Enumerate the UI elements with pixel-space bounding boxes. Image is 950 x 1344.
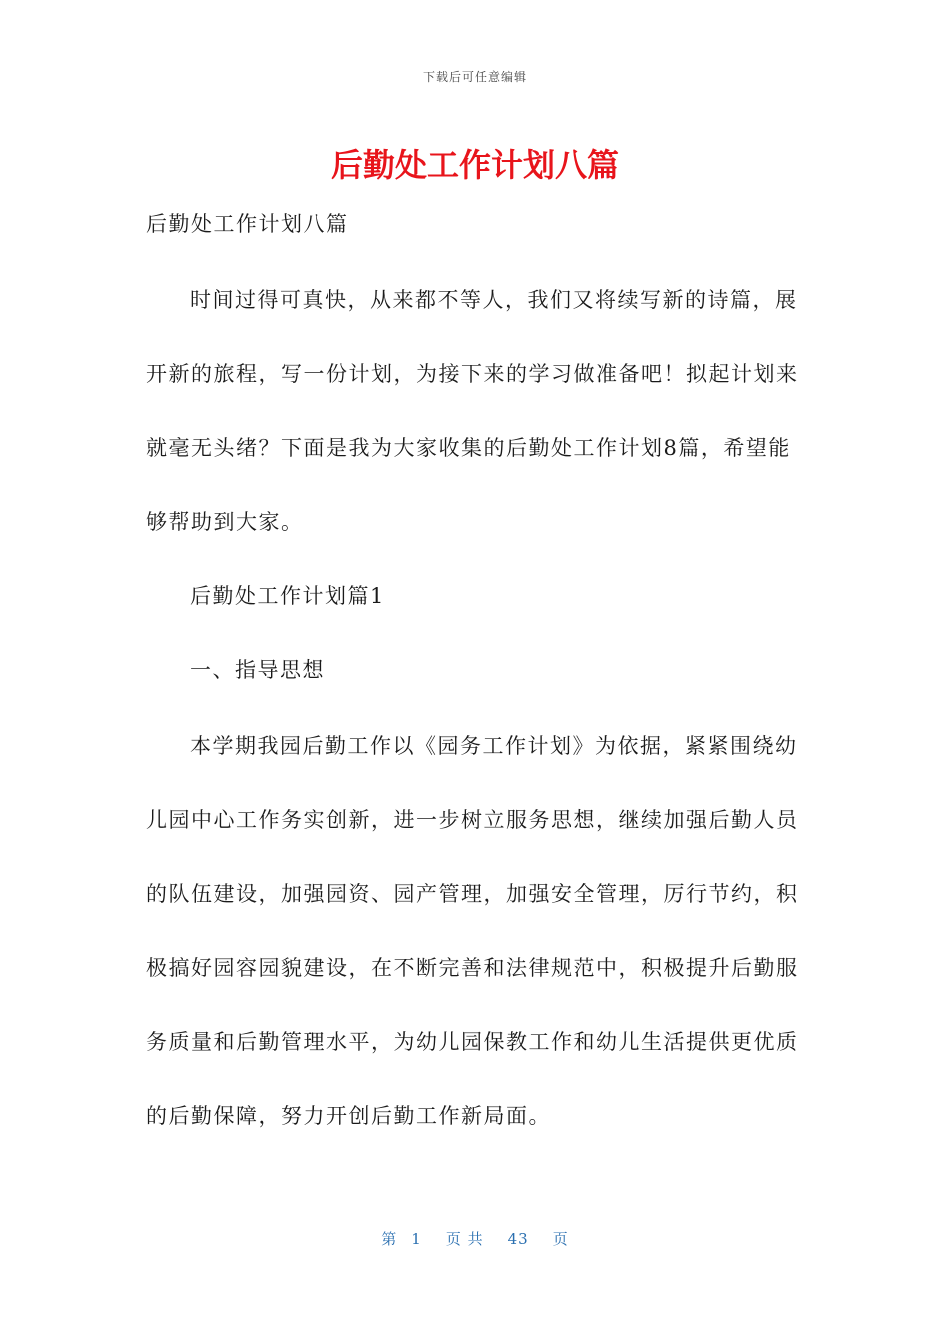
document-title: 后勤处工作计划八篇 [330, 146, 619, 184]
footer-middle: 页 共 [445, 1230, 484, 1248]
subsection-heading: 一、指导思想 [190, 658, 325, 682]
paragraph-line: 儿园中心工作务实创新，进一步树立服务思想，继续加强后勤人员 [146, 808, 799, 832]
paragraph-line: 务质量和后勤管理水平，为幼儿园保教工作和幼儿生活提供更优质 [146, 1030, 799, 1054]
footer-suffix: 页 [552, 1230, 569, 1248]
paragraph-line: 极搞好园容园貌建设，在不断完善和法律规范中，积极提升后勤服 [146, 956, 799, 980]
footer-page-number: 1 [411, 1230, 422, 1248]
paragraph-line: 的后勤保障，努力开创后勤工作新局面。 [146, 1104, 551, 1128]
paragraph-line: 开新的旅程，写一份计划，为接下来的学习做准备吧！拟起计划来 [146, 362, 799, 386]
footer-prefix: 第 [381, 1230, 398, 1248]
paragraph-line: 时间过得可真快，从来都不等人，我们又将续写新的诗篇，展 [190, 288, 798, 312]
paragraph-line: 本学期我园后勤工作以《园务工作计划》为依据，紧紧围绕幼 [190, 734, 798, 758]
page-footer [0, 1228, 950, 1249]
footer-total-pages: 43 [507, 1230, 529, 1248]
paragraph-line: 就毫无头绪？下面是我为大家收集的后勤处工作计划8篇，希望能 [146, 436, 791, 460]
paragraph-line: 的队伍建设，加强园资、园产管理，加强安全管理，厉行节约，积 [146, 882, 799, 906]
section-heading: 后勤处工作计划篇1 [190, 584, 385, 608]
subtitle-line: 后勤处工作计划八篇 [146, 212, 349, 236]
paragraph-line: 够帮助到大家。 [146, 510, 304, 534]
header-note: 下载后可任意编辑 [422, 70, 527, 84]
